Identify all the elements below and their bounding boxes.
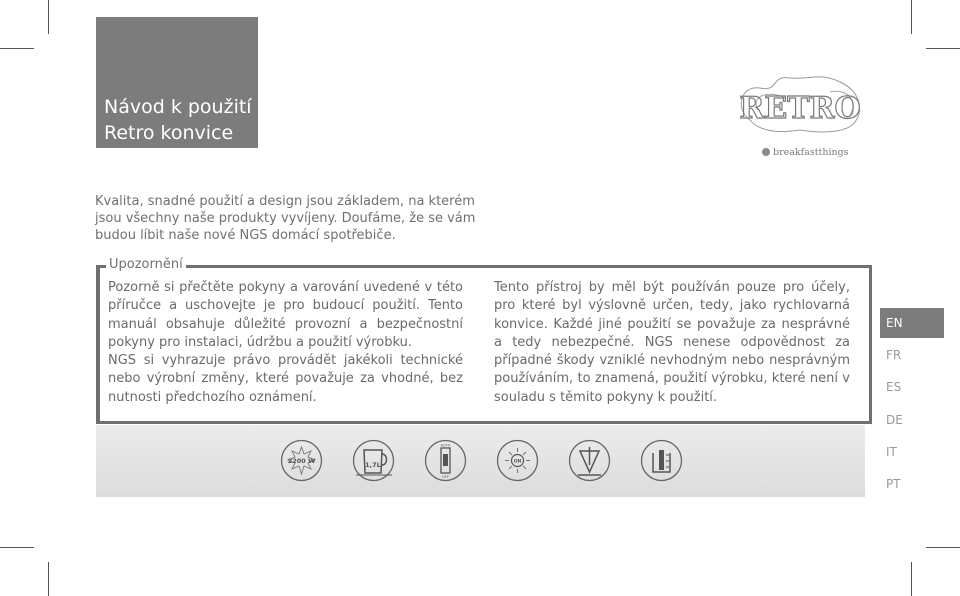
title-block [96,17,258,148]
power-icon [280,439,323,482]
crop-mark [0,547,34,548]
lang-tab-en[interactable]: EN [880,308,944,338]
product-title: Retro konvice [104,122,234,144]
lang-tab-fr[interactable]: FR [886,348,902,362]
svg-text:OFF: OFF [442,475,449,479]
lang-tab-pt[interactable]: PT [886,477,901,491]
warning-column-right: Tento přístroj by měl být používán pouze pro účely, pro které byl výslovně určen, tedy, jako rychlovarná konvice. Každé jiné použití se považuje za nesprávné a tedy nebezpečné. NGS nenese odpovědnost za případné škody vzniklé nevhodným nebo nesprávným používáním, to znamená, použití výrobku, které není v souladu s těmito pokyny k použití. [494,280,850,405]
auto-off-icon [424,439,467,482]
intro-paragraph: Kvalita, snadné použití a design jsou základem, na kterém jsou všechny naše produkty vyvíjeny. Doufáme, že se vám budou líbit naše nové NGS domácí spotřebiče. [95,194,476,243]
lang-tab-it[interactable]: IT [886,445,897,459]
water-level-icon [640,439,683,482]
crop-mark [911,562,912,596]
crop-mark [926,48,960,49]
svg-text:RETRO: RETRO [739,91,861,126]
svg-text:ON: ON [513,459,522,465]
crop-mark [0,48,34,49]
rotating-base-icon [568,439,611,482]
svg-text:AUTO: AUTO [440,443,451,448]
capacity-icon [352,439,395,482]
crop-mark [911,0,912,34]
manual-title: Návod k použití [104,96,252,118]
lang-tab-de[interactable]: DE [886,413,903,427]
svg-text:2200 W: 2200 W [287,457,316,465]
on-off-light-icon [496,439,539,482]
crop-mark [48,0,49,34]
svg-text:1,7L: 1,7L [365,461,381,469]
features-icon-bar [96,425,865,497]
lang-tab-es[interactable]: ES [886,380,902,394]
warning-column-left: Pozorně si přečtěte pokyny a varování uvedené v této příručce a uschovejte je pro budoucí použití. Tento manuál obsahuje důležité provozní a bezpečnostní pokyny pro instalaci, údržbu a použití výrobku. NGS si vyhrazuje právo provádět jakékoli technické nebo výrobní změny, které považuje za vhodné, bez nutnosti předchozího oznámení. [108,280,463,405]
crop-mark [48,562,49,596]
warning-label: Upozornění [106,257,186,273]
retro-logo [730,70,870,162]
logo-brand: breakfastthings [773,147,849,158]
crop-mark [926,547,960,548]
